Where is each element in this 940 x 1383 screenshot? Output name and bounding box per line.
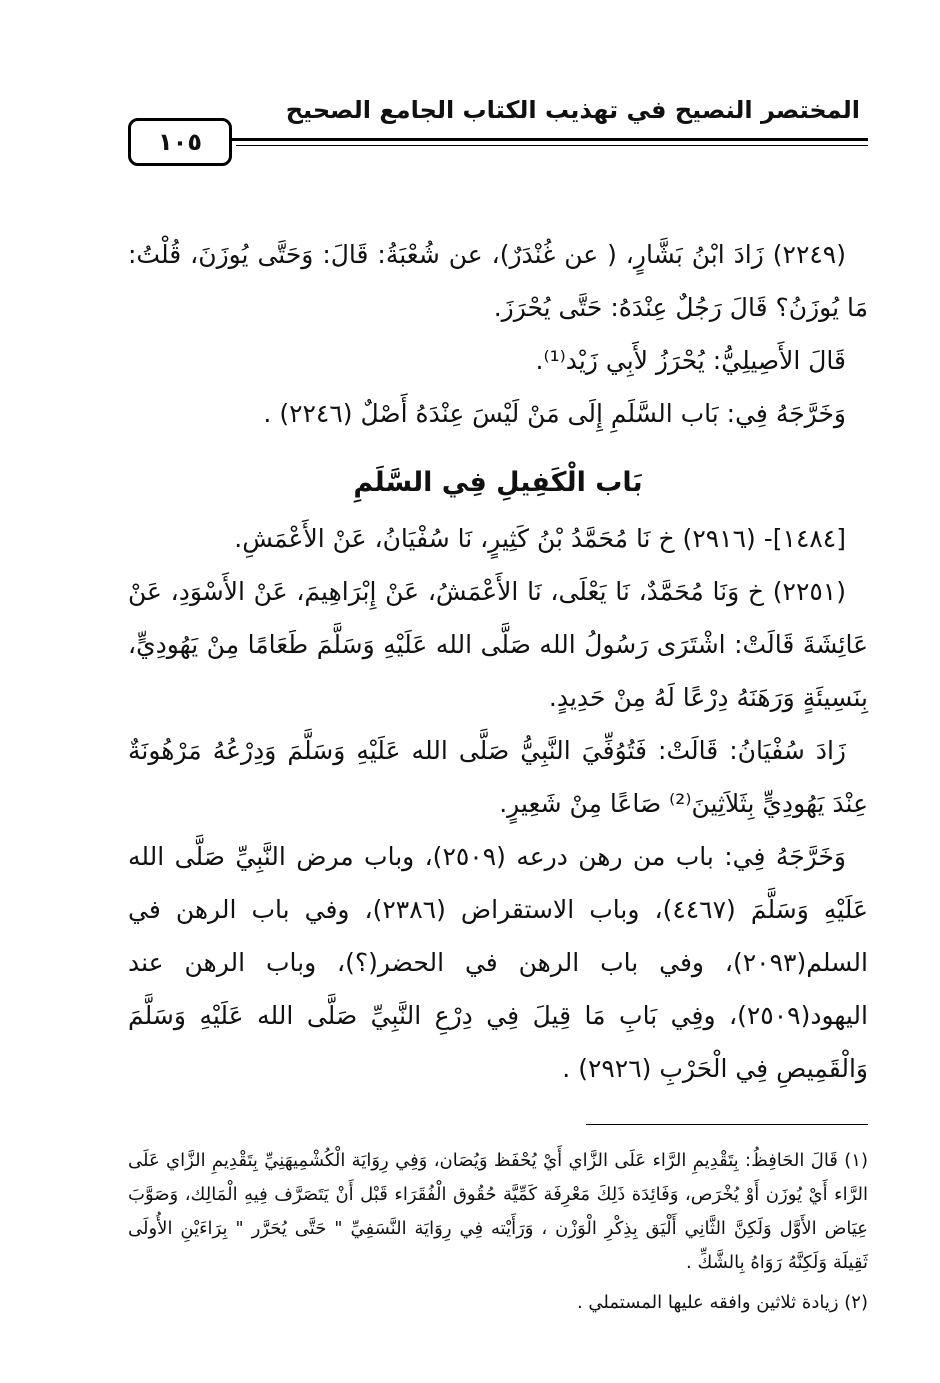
paragraph-hadith-2249: (٢٢٤٩) زَادَ ابْنُ بَشَّارٍ، ( عن غُنْدَرٌ)، عن شُعْبَةُ: قَالَ: وَحَتَّى يُوزَنَ، قُلْتُ: مَا يُوزَنُ؟ قَالَ رَجُلٌ عِنْدَهُ: حَتَّى يُحْرَزَ. [128, 240, 868, 322]
paragraph-sufyan-addition: زَادَ سُفْيَانُ: قَالَتْ: فَتُوُفِّيَ النَّبِيُّ صَلَّى الله عَلَيْهِ وَسَلَّمَ وَدِرْعُهُ مَرْهُونَةٌ عِنْدَ يَهُودِيٍّ بِثَلاَثِينَ⁽²⁾ صَاعًا مِنْ شَعِيرٍ. [128, 736, 868, 818]
main-text [128, 228, 868, 1095]
header-rule [128, 138, 868, 141]
footnotes [128, 1144, 868, 1320]
paragraph-hadith-1484: [١٤٨٤]- (٢٩١٦) خ نَا مُحَمَّدُ بْنُ كَثِيرٍ، نَا سُفْيَانُ، عَنْ الأَعْمَشِ. [234, 524, 846, 553]
footnote-separator [586, 1124, 868, 1125]
footnote-2: (٢) زيادة ثلاثين وافقه عليها المستملي . [576, 1292, 868, 1313]
footnote-1: (١) قَالَ الحَافِظُ: بِتَقْدِيمِ الرَّاء عَلَى الزَّاي أَيْ يُحْفَظ وَيُصَان، وَفِي رِوَايَة الْكُشْمِيهَنِيِّ بِتَقْدِيمِ الزَّاي عَلَى الرَّاء أَيْ يُوزَن أَوْ يُخْرَص، وَفَائِدَة ذَلِكَ مَعْرِفَة كَمِّيَّة حُقُوق الْفُقَرَاء قَبْل أَنْ يَتَصَرَّف فِيهِ الْمَالِك، وَصَوَّبَ عِيَاض الأَوَّل وَلَكِنَّ الثَّانِي أَلْيَق بِذِكْرِ الْوَزْن ، وَرَأَيْته فِي رِوَايَة النَّسَفِيِّ " حَتَّى يُحَرَّر " بِرَاءَيْنِ الأُولَى ثَقِيلَة وَلَكِنَّهُ رَوَاهُ بِالشَّكِّ . [128, 1150, 868, 1273]
paragraph-takhrij-2: وَخَرَّجَهُ فِي: باب من رهن درعه (٢٥٠٩)، وباب مرض النَّبِيِّ صَلَّى الله عَلَيْهِ وَسَلَّمَ (٤٤٦٧)، وباب الاستقراض (٢٣٨٦)، وفي باب الرهن في السلم(٢٠٩٣)، وفي باب الرهن في الحضر(؟)، وباب الرهن عند اليهود(٢٥٠٩)، وفِي بَابِ مَا قِيلَ فِي دِرْعِ النَّبِيِّ صَلَّى الله عَلَيْهِ وَسَلَّمَ وَالْقَمِيصِ فِي الْحَرْبِ (٢٩٢٦) . [128, 842, 868, 1083]
paragraph-takhrij-1: وَخَرَّجَهُ فِي: بَاب السَّلَمِ إِلَى مَنْ لَيْسَ عِنْدَهُ أَصْلٌ (٢٢٤٦) . [263, 399, 846, 428]
running-title: المختصر النصيح في تهذيب الكتاب الجامع الصحيح [285, 96, 860, 124]
chapter-heading: بَاب الْكَفِيلِ فِي السَّلَمِ [353, 467, 643, 498]
page-number: ١٠٥ [128, 118, 232, 166]
paragraph-hadith-2251: (٢٢٥١) خ وَنَا مُحَمَّدٌ، نَا يَعْلَى، نَا الأَعْمَشُ، عَنْ إِبْرَاهِيمَ، عَنْ الأَسْوَدِ، عَنْ عَائِشَةَ قَالَتْ: اشْتَرَى رَسُولُ الله صَلَّى الله عَلَيْهِ وَسَلَّمَ طَعَامًا مِنْ يَهُودِيٍّ، بِنَسِيئَةٍ وَرَهَنَهُ دِرْعًا لَهُ مِنْ حَدِيدٍ. [128, 577, 868, 712]
paragraph-asili-note: قَالَ الأَصِيلِيُّ: يُحْرَزُ لأَبِي زَيْد⁽¹⁾. [535, 346, 846, 375]
header-rule-thin [236, 145, 868, 146]
